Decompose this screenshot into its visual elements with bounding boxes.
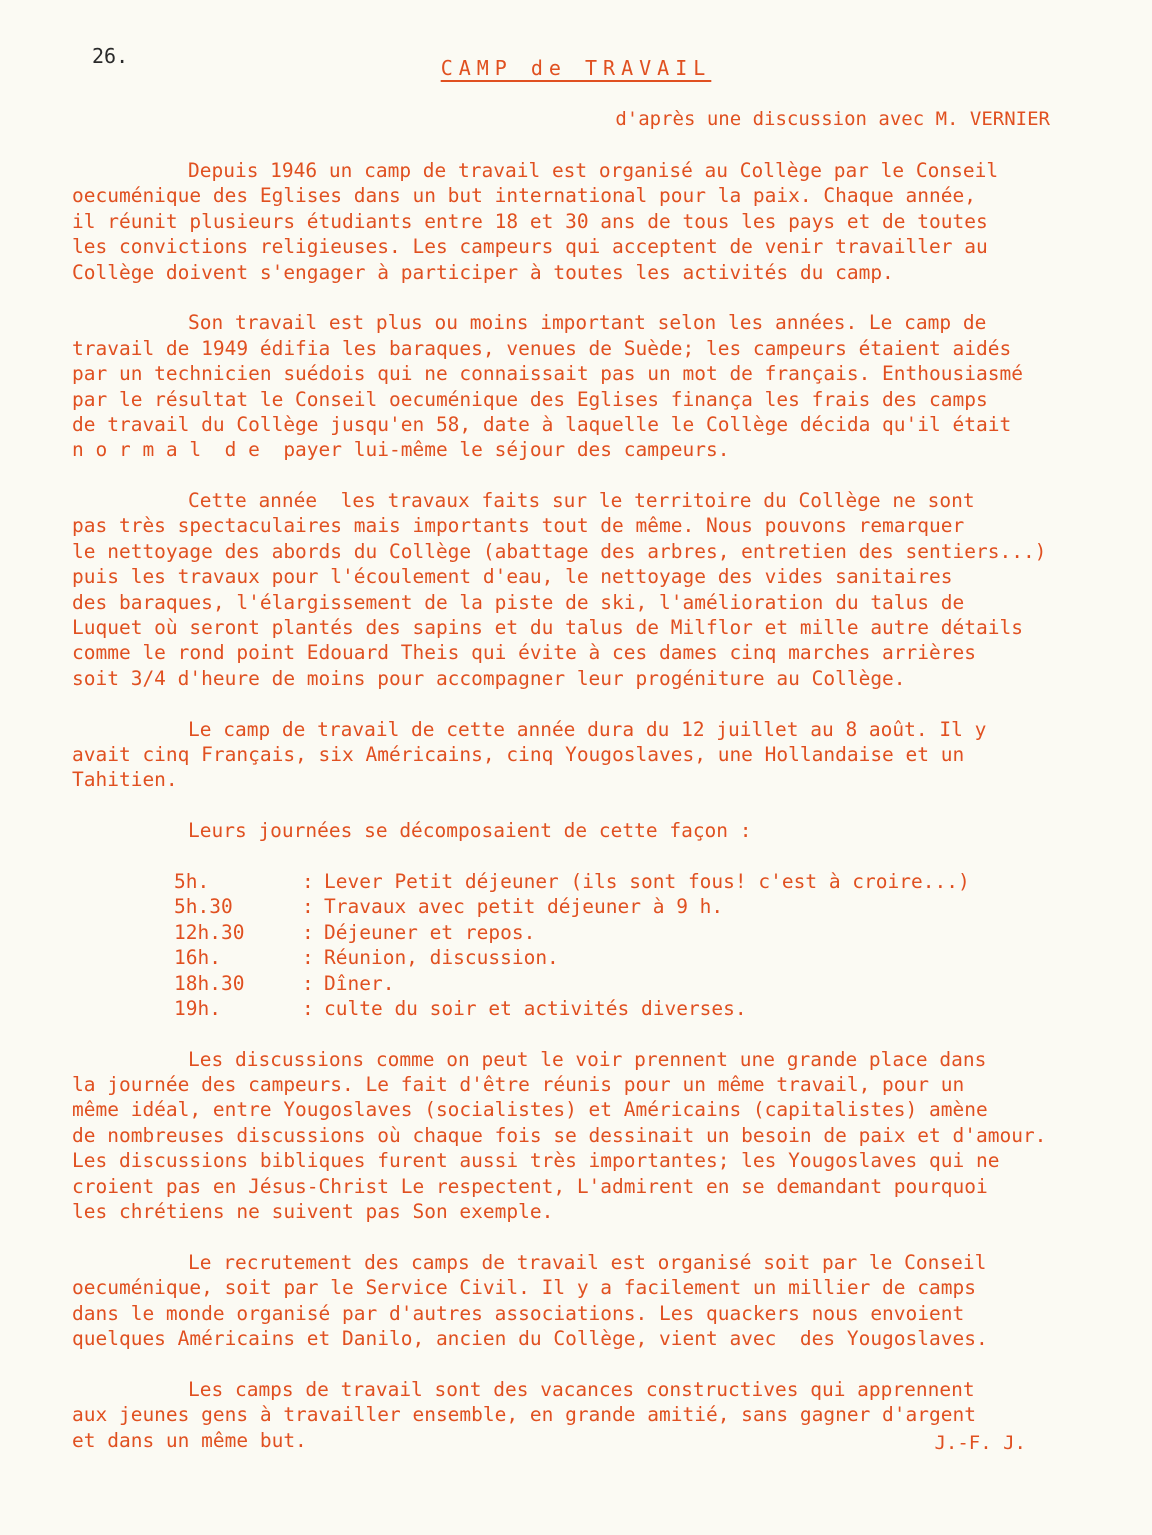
text-line: et dans un même but. <box>72 1428 307 1452</box>
schedule-row <box>72 971 1092 996</box>
schedule-time: 19h. <box>174 996 221 1020</box>
text-line: Tahitien. <box>72 768 178 792</box>
schedule-time: 18h.30 <box>174 971 245 995</box>
text-line: les chrétiens ne suivent pas Son exemple. <box>72 1200 554 1224</box>
page-title: CAMP de TRAVAIL <box>440 56 712 80</box>
text-line: Collège doivent s'engager à participer à toutes les activités du camp. <box>72 260 894 284</box>
paragraphs-after-schedule <box>72 1047 1092 1453</box>
schedule-description: culte du soir et activités diverses. <box>324 996 747 1020</box>
article-body <box>72 158 1092 1478</box>
schedule-description: Réunion, discussion. <box>324 946 559 970</box>
text-line: oecuménique des Eglises dans un but international pour la paix. Chaque année, <box>72 184 976 208</box>
text-line: aux jeunes gens à travailler ensemble, en grande amitié, sans gagner d'argent <box>72 1403 976 1427</box>
text-line: puis les travaux pour l'écoulement d'eau, le nettoyage des vides sanitaires <box>72 565 953 589</box>
schedule-row <box>72 920 1092 945</box>
schedule-time: 16h. <box>174 946 221 970</box>
paragraph <box>72 1047 1092 1225</box>
text-line: de travail du Collège jusqu'en 58, date à laquelle le Collège décida qu'il était <box>72 412 1012 436</box>
schedule-description: Dîner. <box>324 971 395 995</box>
text-line: n o r m a l d e payer lui-même le séjour des campeurs. <box>72 438 730 462</box>
schedule-row <box>72 996 1092 1021</box>
text-line: Les discussions comme on peut le voir prennent une grande place dans <box>188 1047 987 1071</box>
paragraph <box>72 310 1092 462</box>
text-line: Le recrutement des camps de travail est organisé soit par le Conseil <box>188 1250 987 1274</box>
text-line: de nombreuses discussions où chaque fois se dessinait un besoin de paix et d'amour. <box>72 1123 1047 1147</box>
text-line: Les camps de travail sont des vacances constructives qui apprennent <box>188 1377 975 1401</box>
schedule-description: Lever Petit déjeuner (ils sont fous! c'est à croire...) <box>324 869 970 893</box>
schedule-row <box>72 869 1092 894</box>
text-line: pas très spectaculaires mais importants tout de même. Nous pouvons remarquer <box>72 514 965 538</box>
paragraph <box>72 1250 1092 1352</box>
schedule-separator: : <box>302 869 314 893</box>
paragraph <box>72 158 1092 285</box>
text-line: soit 3/4 d'heure de moins pour accompagner leur progéniture au Collège. <box>72 666 906 690</box>
text-line: dans le monde organisé par d'autres associations. Les quackers nous envoient <box>72 1301 965 1325</box>
schedule-separator: : <box>302 946 314 970</box>
text-line: des baraques, l'élargissement de la piste de ski, l'amélioration du talus de <box>72 590 965 614</box>
paragraph <box>72 488 1092 691</box>
schedule-separator: : <box>302 920 314 944</box>
text-line: Cette année les travaux faits sur le territoire du Collège ne sont <box>188 489 975 513</box>
paragraphs-before-schedule <box>72 158 1092 844</box>
schedule-time: 5h.30 <box>174 895 233 919</box>
schedule-separator: : <box>302 971 314 995</box>
text-line: par un technicien suédois qui ne connaissait pas un mot de français. Enthousiasmé <box>72 362 1023 386</box>
text-line: les convictions religieuses. Les campeurs qui acceptent de venir travailler au <box>72 235 988 259</box>
text-line: avait cinq Français, six Américains, cinq Yougoslaves, une Hollandaise et un <box>72 742 965 766</box>
text-line: Le camp de travail de cette année dura du 12 juillet au 8 août. Il y <box>188 717 987 741</box>
text-line: par le résultat le Conseil oecuménique des Eglises finança les frais des camps <box>72 387 988 411</box>
schedule-separator: : <box>302 996 314 1020</box>
text-line: travail de 1949 édifia les baraques, venues de Suède; les campeurs étaient aidés <box>72 336 1012 360</box>
text-line: quelques Américains et Danilo, ancien du Collège, vient avec des Yougoslaves. <box>72 1326 988 1350</box>
text-line: le nettoyage des abords du Collège (abattage des arbres, entretien des sentiers...) <box>72 539 1047 563</box>
daily-schedule <box>72 869 1092 1021</box>
schedule-description: Travaux avec petit déjeuner à 9 h. <box>324 895 724 919</box>
text-line: Les discussions bibliques furent aussi très importantes; les Yougoslaves qui ne <box>72 1149 1000 1173</box>
schedule-description: Déjeuner et repos. <box>324 920 536 944</box>
text-line: oecuménique, soit par le Service Civil. Il y a facilement un millier de camps <box>72 1276 976 1300</box>
text-line: même idéal, entre Yougoslaves (socialistes) et Américains (capitalistes) amène <box>72 1098 988 1122</box>
text-line: la journée des campeurs. Le fait d'être réunis pour un même travail, pour un <box>72 1073 965 1097</box>
schedule-separator: : <box>302 895 314 919</box>
text-line: il réunit plusieurs étudiants entre 18 et 30 ans de tous les pays et de toutes <box>72 209 988 233</box>
schedule-row <box>72 894 1092 919</box>
page-number: 26. <box>92 44 129 68</box>
text-line: Depuis 1946 un camp de travail est organisé au Collège par le Conseil <box>188 159 999 182</box>
text-line: Son travail est plus ou moins important selon les années. Le camp de <box>188 311 987 335</box>
text-line: Leurs journées se décomposaient de cette façon : <box>188 819 752 843</box>
text-line: croient pas en Jésus-Christ Le respectent, L'admirent en se demandant pourquoi <box>72 1174 988 1198</box>
paragraph <box>72 818 1092 843</box>
schedule-row <box>72 945 1092 970</box>
paragraph <box>72 717 1092 793</box>
author-signature: J.-F. J. <box>934 1432 1026 1454</box>
subtitle: d'après une discussion avec M. VERNIER <box>615 108 1050 130</box>
schedule-time: 5h. <box>174 869 210 893</box>
text-line: Luquet où seront plantés des sapins et du talus de Milflor et mille autre détails <box>72 616 1023 640</box>
text-line: comme le rond point Edouard Theis qui évite à ces dames cinq marches arrières <box>72 641 976 665</box>
schedule-time: 12h.30 <box>174 920 245 944</box>
